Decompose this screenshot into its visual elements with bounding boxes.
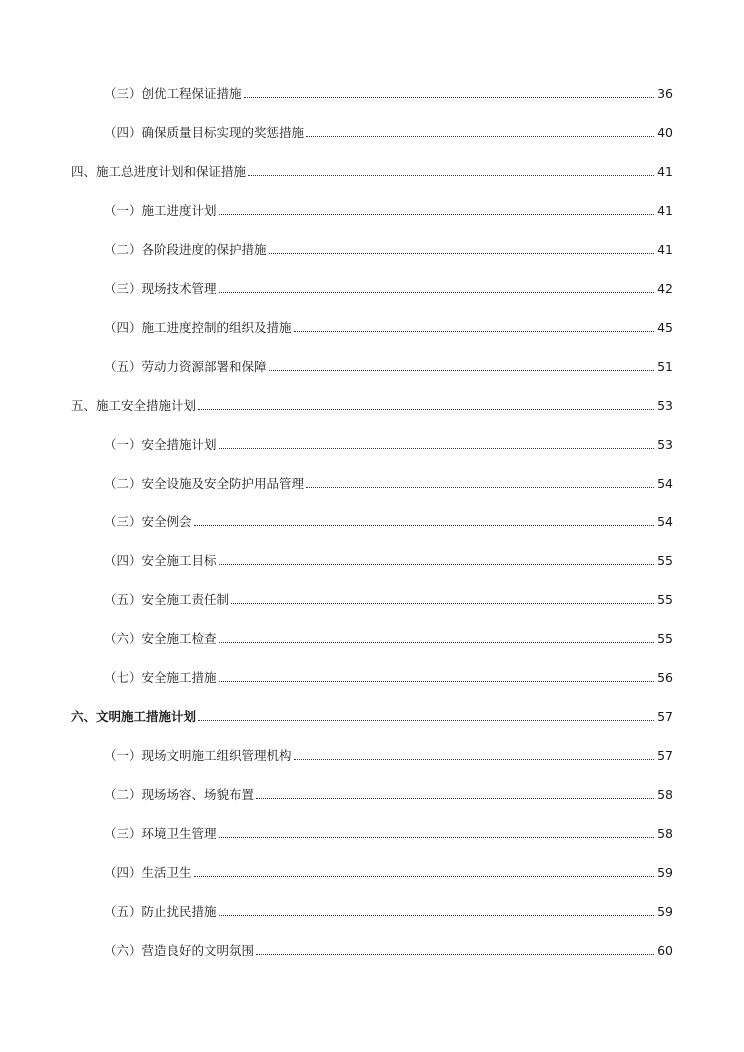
toc-entry-title: （二）安全设施及安全防护用品管理	[104, 475, 305, 491]
dot-leader	[306, 136, 654, 137]
toc-entry-title: （四）施工进度控制的组织及措施	[104, 319, 292, 335]
toc-page-number: 58	[657, 787, 673, 803]
toc-section-entry[interactable]	[0, 160, 744, 180]
toc-subsection-entry[interactable]	[0, 510, 744, 530]
dot-leader	[306, 487, 654, 488]
toc-section-entry[interactable]	[0, 705, 744, 725]
toc-page-number: 56	[657, 670, 673, 686]
toc-page-number: 54	[657, 514, 673, 530]
toc-page-number: 59	[657, 865, 673, 880]
toc-page-number: 54	[657, 475, 673, 491]
toc-page-number: 41	[657, 241, 673, 257]
dot-leader	[219, 292, 654, 293]
toc-page-number: 42	[657, 280, 673, 296]
toc-subsection-entry[interactable]	[0, 744, 744, 764]
toc-page-number: 40	[657, 124, 673, 140]
toc-page-number: 45	[657, 319, 673, 335]
dot-leader	[244, 97, 654, 98]
toc-entry-title: （三）环境卫生管理	[104, 826, 217, 842]
toc-subsection-entry[interactable]	[0, 238, 744, 258]
toc-entry-title: （四）确保质量目标实现的奖惩措施	[104, 124, 305, 140]
toc-entry-title: 五、施工安全措施计划	[71, 397, 197, 413]
dot-leader	[294, 331, 654, 332]
toc-page-number: 57	[657, 709, 673, 725]
toc-page-number: 53	[657, 397, 673, 413]
toc-subsection-entry[interactable]	[0, 199, 744, 219]
toc-subsection-entry[interactable]	[0, 627, 744, 647]
toc-page-number: 41	[657, 202, 673, 218]
dot-leader	[219, 681, 654, 682]
dot-leader	[269, 253, 654, 254]
toc-entry-title: （二）现场场容、场貌布置	[104, 787, 255, 803]
toc-subsection-entry[interactable]	[0, 277, 744, 297]
toc-page-number: 57	[657, 748, 673, 764]
toc-page-number: 55	[657, 631, 673, 647]
toc-entry-title: （七）安全施工措施	[104, 670, 217, 686]
dot-leader	[219, 564, 654, 565]
toc-entry-title: （一）施工进度计划	[104, 202, 217, 218]
toc-subsection-entry[interactable]	[0, 82, 744, 102]
toc-subsection-entry[interactable]	[0, 472, 744, 492]
toc-entry-title: （六）安全施工检查	[104, 631, 217, 647]
toc-entry-title: （五）防止扰民措施	[104, 903, 217, 919]
dot-leader	[231, 603, 654, 604]
dot-leader	[219, 214, 654, 215]
toc-page-number: 60	[657, 942, 673, 958]
toc-subsection-entry[interactable]	[0, 939, 744, 959]
toc-page-number: 55	[657, 553, 673, 569]
toc-subsection-entry[interactable]	[0, 588, 744, 608]
dot-leader	[194, 876, 654, 877]
dot-leader	[219, 448, 654, 449]
dot-leader	[269, 370, 654, 371]
toc-page-number: 58	[657, 826, 673, 842]
toc-subsection-entry[interactable]	[0, 549, 744, 569]
dot-leader	[198, 409, 654, 410]
toc-subsection-entry[interactable]	[0, 861, 744, 881]
dot-leader	[248, 175, 654, 176]
toc-page-number: 55	[657, 592, 673, 608]
toc-entry-title: （一）安全措施计划	[104, 436, 217, 452]
dot-leader	[194, 525, 654, 526]
dot-leader	[256, 954, 654, 955]
toc-entry-title: （四）安全施工目标	[104, 553, 217, 569]
toc-entry-title: （一）现场文明施工组织管理机构	[104, 748, 292, 764]
dot-leader	[294, 759, 654, 760]
toc-subsection-entry[interactable]	[0, 433, 744, 453]
toc-subsection-entry[interactable]	[0, 822, 744, 842]
toc-page-number: 36	[657, 86, 673, 101]
toc-entry-title: （二）各阶段进度的保护措施	[104, 241, 267, 257]
toc-entry-title: （三）现场技术管理	[104, 280, 217, 296]
toc-page-number: 59	[657, 903, 673, 919]
toc-entry-title: （五）劳动力资源部署和保障	[104, 358, 267, 374]
dot-leader	[219, 837, 654, 838]
dot-leader	[219, 642, 654, 643]
toc-subsection-entry[interactable]	[0, 783, 744, 803]
toc-subsection-entry[interactable]	[0, 355, 744, 375]
toc-section-entry[interactable]	[0, 394, 744, 414]
toc-entry-title: （六）营造良好的文明氛围	[104, 942, 255, 958]
toc-subsection-entry[interactable]	[0, 900, 744, 920]
toc-subsection-entry[interactable]	[0, 316, 744, 336]
dot-leader	[256, 798, 654, 799]
toc-subsection-entry[interactable]	[0, 666, 744, 686]
toc-subsection-entry[interactable]	[0, 121, 744, 141]
toc-entry-title: 六、文明施工措施计划	[71, 709, 197, 725]
toc-page-number: 41	[657, 163, 673, 179]
dot-leader	[198, 720, 654, 721]
toc-page-number: 53	[657, 436, 673, 452]
dot-leader	[219, 915, 654, 916]
toc-entry-title: （三）安全例会	[104, 514, 192, 530]
toc-entry-title: （四）生活卫生	[104, 865, 192, 880]
toc-entry-title: （三）创优工程保证措施	[104, 86, 242, 101]
toc-entry-title: 四、施工总进度计划和保证措施	[71, 163, 247, 179]
toc-entry-title: （五）安全施工责任制	[104, 592, 230, 608]
toc-page-number: 51	[657, 358, 673, 374]
